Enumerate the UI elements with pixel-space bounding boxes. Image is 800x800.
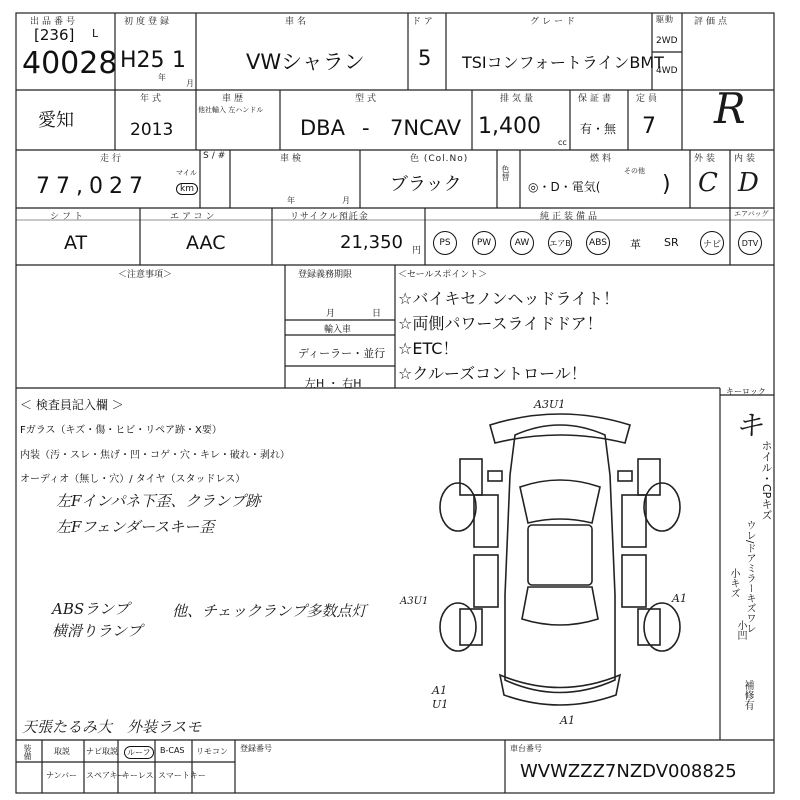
acc-manual: 取説 <box>54 747 70 756</box>
capacity-label: 定員 <box>636 94 661 104</box>
acc-roof: ルーフ <box>124 746 154 759</box>
mileage-km: km <box>176 183 198 195</box>
accessories-label: 装備 <box>23 744 32 760</box>
record-label: 登録義務期限 <box>298 270 353 280</box>
model-label: 型式 <box>355 94 380 104</box>
import-note: 他社輸入 左ハンドル <box>198 106 264 114</box>
notes-label: ＜注意事項＞ <box>118 270 173 280</box>
color: ブラック <box>390 174 462 195</box>
hand-note-3: ABSランプ <box>52 600 130 618</box>
warranty-label: 保証書 <box>578 94 615 104</box>
lane-number: [236] <box>34 26 75 44</box>
vin-label: 車台番号 <box>510 744 542 753</box>
record-month: 月 <box>326 309 336 319</box>
equip-leather: 革 <box>630 238 641 251</box>
inspection-year: 年 <box>287 196 295 205</box>
side-note-5: 補修有 <box>742 680 753 710</box>
color-label: 色 (Col.No) <box>410 154 469 164</box>
import-car-label: 輸入車 <box>324 325 352 335</box>
score-label: 評価点 <box>694 17 731 27</box>
exterior-label: 外装 <box>694 154 719 164</box>
inspector-title: ＜ 検査員記入欄 ＞ <box>20 398 124 412</box>
interior-line: 内装（汚・スレ・焦げ・凹・コゲ・穴・キレ・破れ・剥れ） <box>20 450 290 461</box>
mark-rear-left: A1 <box>432 684 447 697</box>
equip-dtv: DTV <box>738 231 762 255</box>
exterior-grade: C <box>698 168 718 198</box>
model-code: 7NCAV <box>390 116 462 140</box>
warranty: 有・無 <box>580 122 617 136</box>
ac-label: エアコン <box>170 212 218 222</box>
record-day: 日 <box>372 309 382 319</box>
sales-point-1: ☆バイキセノンヘッドライト！ <box>398 289 620 308</box>
region: 愛知 <box>38 110 74 131</box>
hand-side: 左H ・ 右H <box>305 377 362 390</box>
fuel: ◎・D・電気( <box>528 180 601 194</box>
recycle-label: リサイクル預託金 <box>290 212 369 222</box>
shift: AT <box>64 232 88 254</box>
fuel-label: 燃料 <box>590 154 615 164</box>
displacement-unit: cc <box>558 138 567 147</box>
recycle-unit: 円 <box>412 246 422 256</box>
fuel-other: その他 <box>624 167 645 175</box>
model-prefix: DBA <box>300 116 345 140</box>
key-lock: キ <box>735 409 764 442</box>
drive-2wd: 2WD <box>656 36 678 46</box>
car-name-label: 車名 <box>285 17 310 27</box>
s-unit-label: S/# <box>203 151 229 161</box>
color-change: 色替 <box>501 165 510 181</box>
reg-month: 1 <box>172 48 186 73</box>
equipment-label: 純正装備品 <box>540 212 601 222</box>
recycle-fee: 21,350 <box>340 232 403 253</box>
inspection-month: 月 <box>342 196 350 205</box>
hand-note-6: 天張たるみ大 外装ラスモ <box>22 718 202 736</box>
vin: WVWZZZ7NZDV008825 <box>520 761 737 782</box>
mileage-mile: マイル <box>176 169 197 177</box>
acc-remote: リモコン <box>196 747 228 756</box>
grade-label: グレード <box>530 17 579 27</box>
inspection-label: 車検 <box>280 154 305 164</box>
acc-smart-key: スマートキー <box>158 771 206 780</box>
lane-mark: L <box>92 27 99 40</box>
side-note-1: ホイル・CPキズ <box>760 440 773 521</box>
model-dash: - <box>362 116 370 140</box>
acc-bcas: B-CAS <box>160 746 185 755</box>
drive-4wd: 4WD <box>656 66 678 76</box>
dealer-parallel: ディーラー・並行 <box>298 347 386 360</box>
mark-rear-left-u: U1 <box>432 698 449 711</box>
equip-airbag: エアB <box>548 231 572 255</box>
side-note-2: ウレ/ドアミラーキズワレ <box>744 520 755 634</box>
mark-left: A3U1 <box>400 596 429 607</box>
sales-label: ＜セールスポイント＞ <box>398 270 488 280</box>
airbag-label: エアバッグ <box>734 210 769 218</box>
displacement: 1,400 <box>478 114 541 139</box>
side-note-3: 小キズ <box>728 568 739 598</box>
key-lock-label: キーロック <box>726 387 766 396</box>
hand-note-5: 他、チェックランプ多数点灯 <box>172 602 367 620</box>
interior-label: 内装 <box>734 154 759 164</box>
car-diagram <box>420 395 700 740</box>
auction-number: 40028 <box>22 46 118 81</box>
equip-abs: ABS <box>586 231 610 255</box>
drive-label: 駆動 <box>656 15 674 24</box>
import-label: 車歴 <box>222 94 247 104</box>
fuel-paren: ) <box>662 172 671 197</box>
mileage-label: 走行 <box>100 154 125 164</box>
hand-note-1: 左Fインパネ下歪、クランプ跡 <box>56 492 261 510</box>
year-label: 年式 <box>140 94 165 104</box>
door-label: ドア <box>412 17 436 27</box>
car-name: VWシャラン <box>246 50 365 74</box>
capacity: 7 <box>642 114 656 139</box>
sales-point-2: ☆両側パワースライドドア！ <box>398 314 603 333</box>
reg-no-label: 登録番号 <box>240 744 272 753</box>
ac: AAC <box>186 232 226 254</box>
displacement-label: 排気量 <box>500 94 537 104</box>
audio-line: オーディオ（無し・穴）/ タイヤ（スタッドレス） <box>20 474 246 485</box>
equip-navi: ナビ <box>700 231 724 255</box>
sales-point-3: ☆ETC！ <box>398 339 459 358</box>
equip-pw: PW <box>472 231 496 255</box>
mark-right: A1 <box>672 592 687 605</box>
equip-sunroof: SR <box>664 236 679 249</box>
reg-label: 初度登録 <box>124 17 173 27</box>
doors: 5 <box>418 46 432 70</box>
reg-era: H25 <box>120 48 165 73</box>
model-year: 2013 <box>130 120 174 140</box>
equip-ps: PS <box>433 231 457 255</box>
score: R <box>714 84 746 133</box>
acc-navi-manual: ナビ取説 <box>86 747 118 756</box>
side-note-4: 小凹 <box>735 620 746 640</box>
hand-note-4: 横滑りランプ <box>52 622 143 640</box>
acc-spare-key: スペアキー <box>86 771 126 780</box>
shift-label: シフト <box>50 212 87 222</box>
equip-aw: AW <box>510 231 534 255</box>
hand-note-2: 左Fフェンダースキー歪 <box>56 518 215 536</box>
glass-line: Fガラス（キズ・傷・ヒビ・リペア跡・X要） <box>20 425 222 436</box>
acc-plate: ナンバー <box>46 771 78 780</box>
auction-no-label: 出品番号 <box>30 17 79 27</box>
sales-point-4: ☆クルーズコントロール！ <box>398 364 587 383</box>
mark-rear: A1 <box>560 714 575 727</box>
reg-month-unit: 月 <box>186 79 194 88</box>
mark-front: A3U1 <box>534 398 566 411</box>
mileage: 77,027 <box>36 174 149 199</box>
grade: TSIコンフォートラインBMT <box>462 53 664 72</box>
acc-keyless: キーレス <box>122 771 154 780</box>
reg-year-unit: 年 <box>158 73 166 82</box>
interior-grade: D <box>738 168 759 198</box>
